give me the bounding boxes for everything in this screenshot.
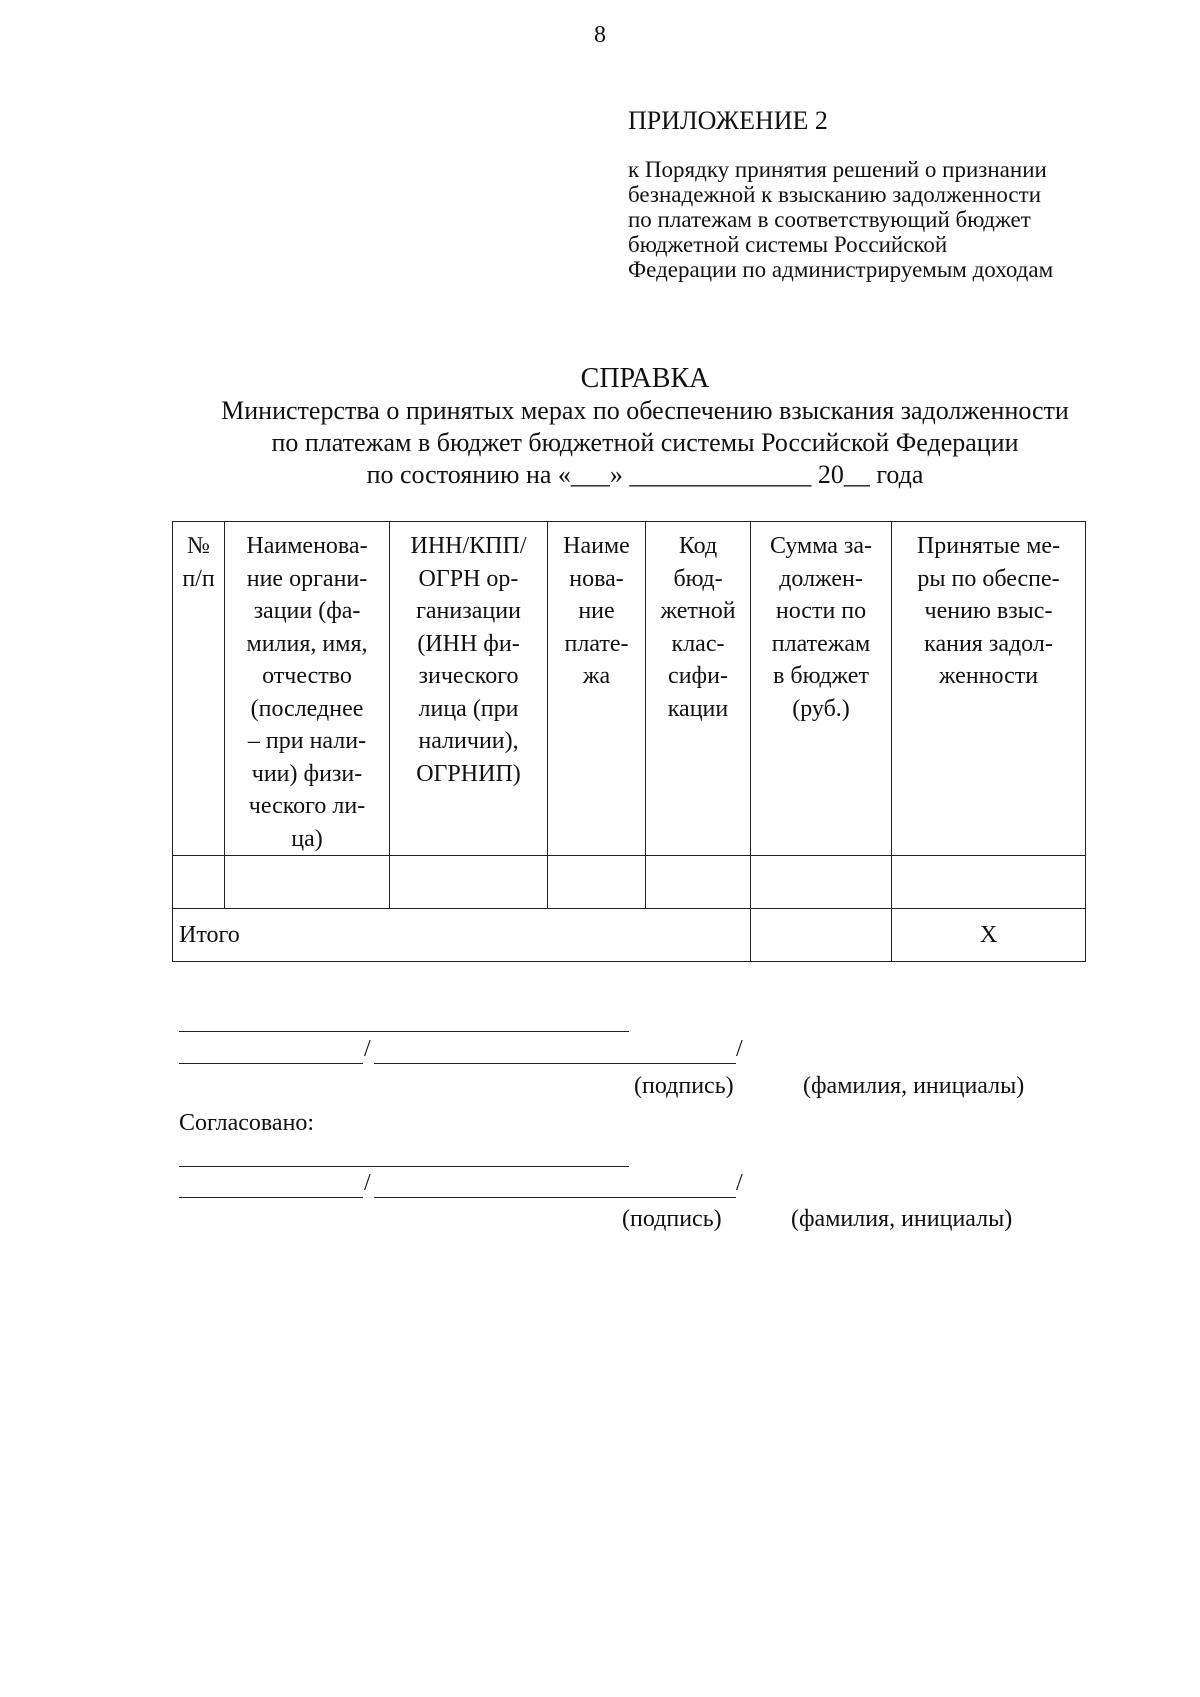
appendix-title: ПРИЛОЖЕНИЕ 2 bbox=[628, 106, 828, 135]
header-number: № п/п bbox=[173, 522, 225, 856]
signature-line bbox=[179, 1197, 363, 1198]
name-line bbox=[374, 1063, 736, 1064]
name-line bbox=[374, 1197, 736, 1198]
table-cell bbox=[892, 856, 1086, 909]
total-amount-cell bbox=[751, 909, 892, 962]
document-title: СПРАВКА bbox=[580, 363, 710, 394]
header-debt-amount: Сумма за- должен- ности по платежам в бюджет (руб.) bbox=[751, 522, 892, 856]
position-line bbox=[179, 1031, 629, 1032]
table-header-row bbox=[173, 522, 1086, 856]
header-inn-kpp-ogrn: ИНН/КПП/ ОГРН ор- ганизации (ИНН фи- зического лица (при наличии), ОГРНИП) bbox=[390, 522, 548, 856]
agreed-label: Согласовано: bbox=[179, 1110, 315, 1136]
name-caption: (фамилия, инициалы) bbox=[803, 1073, 1025, 1099]
report-table bbox=[172, 521, 1086, 962]
page-number: 8 bbox=[594, 22, 606, 48]
name-separator: / bbox=[736, 1036, 743, 1062]
signature-separator: / bbox=[364, 1036, 371, 1062]
header-organization-name: Наименова- ние органи- зации (фа- милия, имя, отчество (последнее – при нали- чии) физи- ческого ли- ца) bbox=[225, 522, 390, 856]
total-label: Итого bbox=[173, 909, 751, 962]
table-row bbox=[173, 856, 1086, 909]
header-payment-name: Наиме нова- ние плате- жа bbox=[548, 522, 646, 856]
header-measures-taken: Принятые ме- ры по обеспе- чению взыс- кания задол- женности bbox=[892, 522, 1086, 856]
table-cell bbox=[173, 856, 225, 909]
document-subtitle-line-2: по платежам в бюджет бюджетной системы Российской Федерации bbox=[271, 428, 1019, 457]
signature-line bbox=[179, 1063, 363, 1064]
total-mark: Х bbox=[892, 909, 1086, 962]
total-row bbox=[173, 909, 1086, 962]
table-cell bbox=[390, 856, 548, 909]
signature-separator: / bbox=[364, 1170, 371, 1196]
name-caption: (фамилия, инициалы) bbox=[791, 1206, 1013, 1232]
table-cell bbox=[225, 856, 390, 909]
table-cell bbox=[548, 856, 646, 909]
table-cell bbox=[751, 856, 892, 909]
header-budget-code: Код бюд- жетной клас- сифи- кации bbox=[646, 522, 751, 856]
appendix-reference: к Порядку принятия решений о признании безнадежной к взысканию задолженности по платежам в соответствующий бюджет бюджетной системы Российской Федерации по администрируемым доходам bbox=[628, 157, 1054, 282]
document-subtitle-line-1: Министерства о принятых мерах по обеспечению взыскания задолженности bbox=[221, 396, 1069, 425]
table-cell bbox=[646, 856, 751, 909]
name-separator: / bbox=[736, 1170, 743, 1196]
document-subtitle-line-3: по состоянию на «___» ______________ 20__ года bbox=[366, 460, 924, 489]
signature-caption: (подпись) bbox=[622, 1206, 722, 1232]
position-line bbox=[179, 1166, 629, 1167]
signature-caption: (подпись) bbox=[634, 1073, 734, 1099]
